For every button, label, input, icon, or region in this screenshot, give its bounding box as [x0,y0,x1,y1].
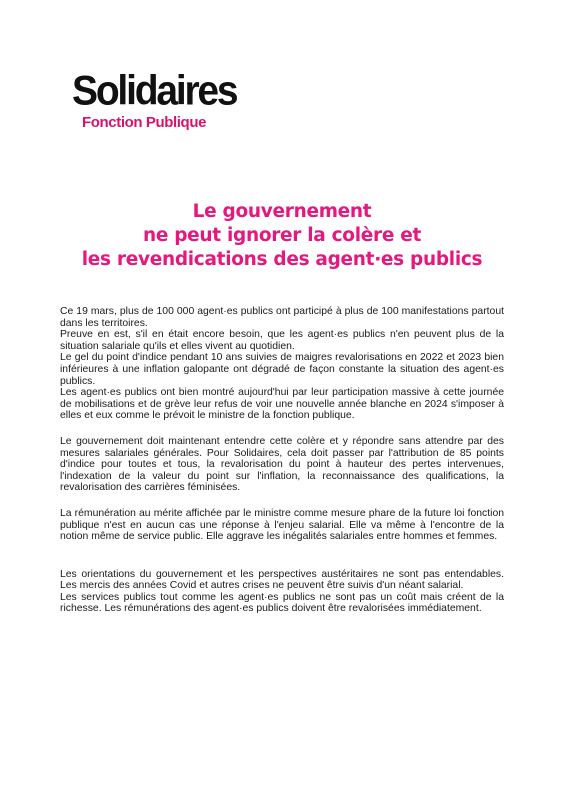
paragraph-6: La rémunération au mérite affichée par le ministre comme mesure phare de la future loi fonction publique n'est en aucun cas une réponse à l'enjeu salarial. Elle va même à l'encontre de la notion même de service public. Elle aggrave les inégalités salariales entre hommes et femmes. [60,507,504,543]
paragraph-3: Le gel du point d'indice pendant 10 ans suivies de maigres revalorisations en 2022 et 2023 bien inférieures à une inflation galopante ont dégradé de façon constante la situation des agent·es publics. [60,352,504,387]
document-body [60,306,504,615]
paragraph-2: Preuve en est, s'il en était encore besoin, que les agent·es publics n'en peuvent plus de la situation salariale qu'ils et elles vivent au quotidien. [60,329,504,352]
solidaires-logo [72,67,237,131]
title-line-2: ne peut ignorer la colère et [142,225,422,246]
logo-wordmark: Solidaires [72,67,237,115]
title-line-1: Le gouvernement [192,201,372,222]
logo-subtitle: Fonction Publique [82,114,207,131]
paragraph-4: Les agent·es publics ont bien montré aujourd'hui par leur participation massive à cette journée de mobilisations et de grève leur refus de voir une nouvelle année blanche en 2024 s'imposer à elles et eux comme le prévoit le ministre de la fonction publique. [60,387,504,422]
document-title [40,200,524,272]
paragraph-1: Ce 19 mars, plus de 100 000 agent·es publics ont participé à plus de 100 manifestations partout dans les territoires. [60,306,504,329]
paragraph-7: Les orientations du gouvernement et les perspectives austéritaires ne sont pas entendables. Les mercis des années Covid et autres crises ne peuvent être suivis d'un néant salarial. [60,568,504,592]
paragraph-8: Les services publics tout comme les agent·es publics ne sont pas un coût mais créent de la richesse. Les rémunérations des agent·es publics doivent être revalorisées immédiatement. [60,591,504,615]
paragraph-5: Le gouvernement doit maintenant entendre cette colère et y répondre sans attendre par des mesures salariales générales. Pour Solidaires, cela doit passer par l'attribution de 85 points d'indice pour toutes et tous, la revalorisation du point à hauteur des pertes intervenues, l'indexation de la valeur du point sur l'inflation, la reconnaissance des qualifications, la revalorisation des carrières féminisées. [60,435,504,494]
title-line-3: les revendications des agent·es publics [81,249,483,270]
